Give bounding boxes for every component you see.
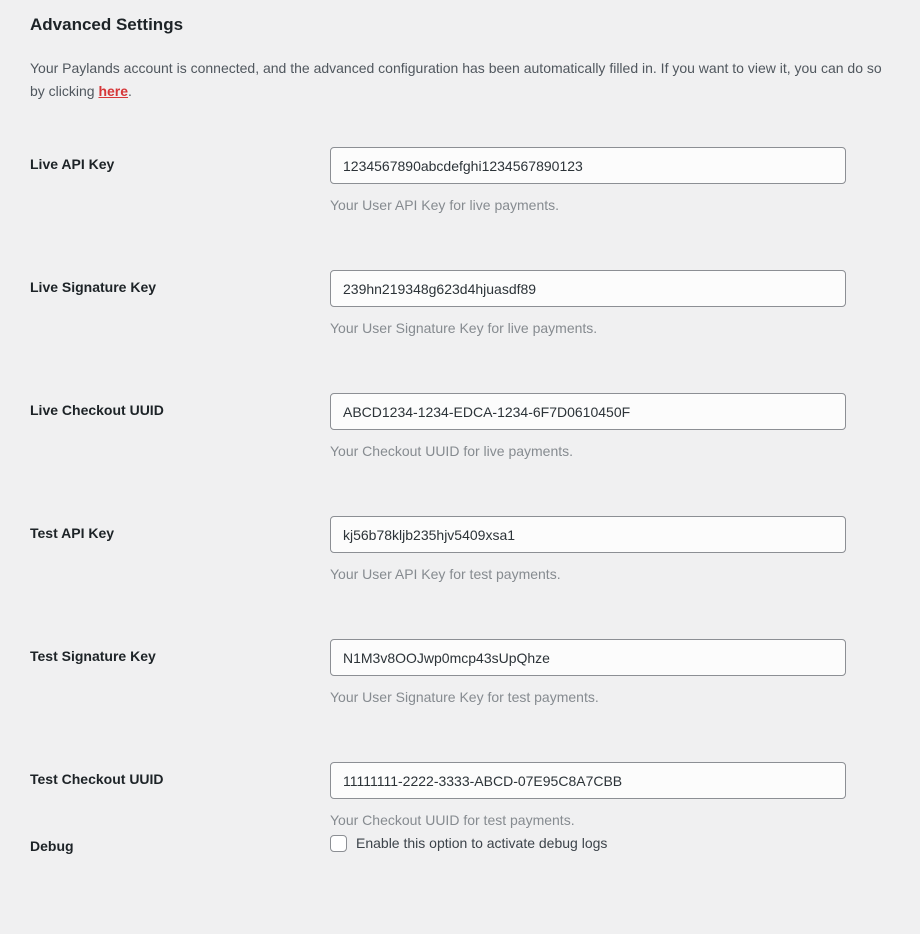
here-link[interactable]: here xyxy=(98,83,129,99)
test-api-key-description: Your User API Key for test payments. xyxy=(330,566,561,582)
form-row xyxy=(30,270,890,337)
live-signature-key-label: Live Signature Key xyxy=(30,279,157,295)
test-checkout-uuid-label: Test Checkout UUID xyxy=(30,771,164,787)
test-checkout-uuid-description: Your Checkout UUID for test payments. xyxy=(330,812,575,828)
debug-checkbox-label[interactable]: Enable this option to activate debug logs xyxy=(356,835,608,851)
form-row xyxy=(30,393,890,460)
test-signature-key-label: Test Signature Key xyxy=(30,648,156,664)
live-checkout-uuid-description: Your Checkout UUID for live payments. xyxy=(330,443,574,459)
live-signature-key-description: Your User Signature Key for live payments. xyxy=(330,320,598,336)
live-api-key-description: Your User API Key for live payments. xyxy=(330,197,560,213)
intro-text xyxy=(30,57,890,103)
debug-checkbox[interactable] xyxy=(330,835,347,852)
settings-form xyxy=(30,147,890,829)
intro-text-before: Your Paylands account is connected, and the advanced configuration has been automatically filled in. If you want to view it, you can do so by clicking xyxy=(30,60,882,99)
live-checkout-uuid-input[interactable] xyxy=(330,393,846,430)
test-api-key-input[interactable] xyxy=(330,516,846,553)
test-signature-key-description: Your User Signature Key for test payments. xyxy=(330,689,599,705)
live-api-key-input[interactable] xyxy=(330,147,846,184)
form-row xyxy=(30,516,890,583)
test-checkout-uuid-input[interactable] xyxy=(330,762,846,799)
form-row xyxy=(30,639,890,706)
intro-text-after: . xyxy=(128,83,132,99)
live-checkout-uuid-label: Live Checkout UUID xyxy=(30,402,164,418)
debug-row xyxy=(30,829,890,856)
page-title: Advanced Settings xyxy=(30,15,184,34)
test-api-key-label: Test API Key xyxy=(30,525,115,541)
form-row xyxy=(30,147,890,214)
live-api-key-label: Live API Key xyxy=(30,156,115,172)
test-signature-key-input[interactable] xyxy=(330,639,846,676)
debug-label: Debug xyxy=(30,838,74,854)
live-signature-key-input[interactable] xyxy=(330,270,846,307)
form-row xyxy=(30,762,890,829)
